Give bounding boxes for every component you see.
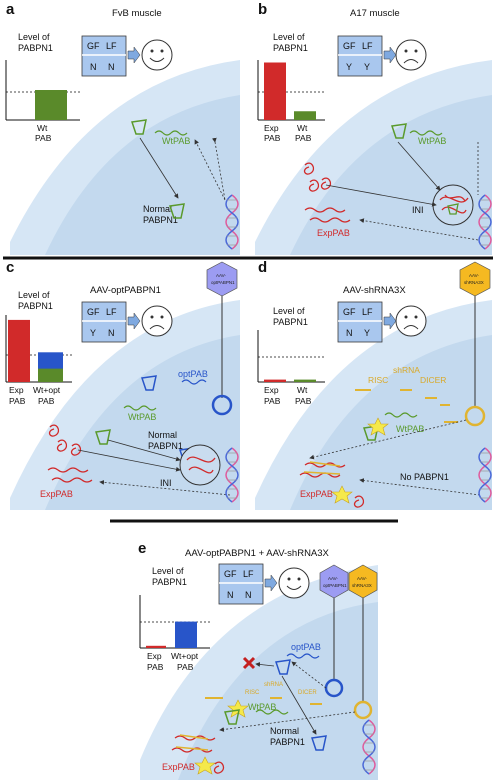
panel-d-level-label-2: PABPN1 (273, 317, 308, 327)
panel-a-level-label-2: PABPN1 (18, 43, 53, 53)
panel-b-box-gf: GF (343, 41, 356, 51)
panel-c-letter: c (6, 259, 15, 276)
panel-d-bar-label-exp-1: Exp (264, 385, 279, 395)
panel-d-shrna-label: shRNA (393, 365, 420, 375)
panel-d-title: AAV-shRNA3X (343, 285, 406, 296)
panel-d-bar-exp (264, 380, 286, 382)
panel-c-hex-label-2: optPABPN1 (211, 280, 235, 285)
panel-a-box-lf: LF (106, 41, 117, 51)
panel-e-exppab-label: ExpPAB (162, 762, 195, 772)
panel-e-title: AAV-optPABPN1 + AAV-shRNA3X (185, 548, 329, 559)
panel-a-normal-label-1: Normal (143, 204, 173, 214)
panel-e-status-box (219, 564, 263, 604)
panel-d-risc-label: RISC (368, 375, 389, 385)
panel-c-status-box (82, 302, 126, 342)
panel-d-aav-hexagon (460, 262, 490, 296)
panel-e-normal-label-2: PABPN1 (270, 737, 305, 747)
panel-b-bar-chart (258, 60, 325, 143)
panel-b-box-v1: Y (346, 62, 353, 72)
panel-a-status-box (82, 36, 126, 76)
panel-b-box-lf: LF (362, 41, 373, 51)
panel-e-bar-exp (146, 646, 166, 648)
panel-d-box-v1: N (346, 328, 353, 338)
panel-c-box-gf: GF (87, 307, 100, 317)
panel-a-box-v1: N (90, 62, 97, 72)
panel-e-shrna-label: shRNA (264, 682, 284, 688)
panel-d-bar-label-exp-2: PAB (264, 396, 281, 406)
panel-e-arrow-icon (265, 575, 277, 591)
panel-a-box-gf: GF (87, 41, 100, 51)
panel-a-title: FvB muscle (112, 8, 162, 19)
panel-d-arrow-icon (384, 313, 396, 329)
panel-d-bar-label-wt-1: Wt (297, 385, 308, 395)
panel-c-bar-wt-portion (38, 369, 63, 382)
panel-e-bar-wtopt (175, 622, 197, 648)
panel-b-arrow-icon (384, 47, 396, 63)
panel-c-hex-label-1: AAV- (216, 273, 226, 278)
panel-e-level-label-2: PABPN1 (152, 577, 187, 587)
panel-c-normal-label-2: PABPN1 (148, 441, 183, 451)
panel-e-hex2-label-2: shRNA3X (352, 583, 372, 588)
panel-c-box-v2: N (108, 328, 115, 338)
panel-c-bar-label-exp-1: Exp (9, 385, 24, 395)
panel-e-dicer-label: DICER (298, 690, 317, 696)
panel-e-box-lf: LF (243, 569, 254, 579)
panel-a (6, 1, 240, 255)
panel-e-bar-label-wtopt-1: Wt+opt (171, 651, 199, 661)
panel-c-exppab-label: ExpPAB (40, 489, 73, 499)
panel-e-wtpab-label: WtPAB (248, 702, 277, 712)
panel-b-status-box (338, 36, 382, 76)
panel-b-bar-label-wt-2: PAB (295, 133, 312, 143)
panel-e-normal-label-1: Normal (270, 726, 300, 736)
panel-b (255, 1, 492, 255)
panel-d-box-lf: LF (362, 307, 373, 317)
panel-e-level-label-1: Level of (152, 566, 184, 576)
panel-c-ini-icon (180, 445, 220, 485)
panel-c-sad-face-icon (142, 306, 172, 336)
panel-b-level-label-1: Level of (273, 32, 305, 42)
panel-c-arrow-icon (128, 313, 140, 329)
panel-e (138, 540, 378, 780)
panel-c-bar-label-exp-2: PAB (9, 396, 26, 406)
panel-b-level-label-2: PABPN1 (273, 43, 308, 53)
panel-d-wtpab-label: WtPAB (396, 424, 425, 434)
panel-c-box-v1: Y (90, 328, 97, 338)
panel-c-ini-label: INI (160, 478, 172, 488)
panel-a-bar-chart (6, 60, 80, 143)
panel-b-wtpab-label: WtPAB (418, 136, 447, 146)
panel-e-letter: e (138, 540, 147, 557)
panel-a-box-v2: N (108, 62, 115, 72)
panel-b-letter: b (258, 1, 268, 18)
panel-e-bar-label-wtopt-2: PAB (177, 662, 194, 672)
panel-e-happy-face-icon (279, 568, 309, 598)
panel-c-bar-label-wtopt-2: PAB (38, 396, 55, 406)
panel-d-box-gf: GF (343, 307, 356, 317)
panel-b-exppab-label: ExpPAB (317, 228, 350, 238)
panel-a-bar-wt (35, 90, 67, 120)
panel-a-arrow-icon (128, 47, 140, 63)
panel-e-bar-chart (140, 595, 210, 672)
panel-c-title: AAV-optPABPN1 (90, 285, 161, 296)
panel-d-bar-wt (294, 380, 316, 382)
panel-a-letter: a (6, 1, 15, 18)
panel-d-box-v2: Y (364, 328, 371, 338)
panel-d (255, 259, 492, 510)
panel-e-bar-label-exp-1: Exp (147, 651, 162, 661)
panel-a-bar-label-wt-2: PAB (35, 133, 52, 143)
panel-e-hex1-label-2: optPABPN1 (323, 583, 347, 588)
panel-d-hex-label-2: shRNA3X (464, 280, 484, 285)
panel-c (6, 259, 240, 510)
panel-d-hex-label-1: AAV- (469, 273, 479, 278)
panel-e-bar-label-exp-2: PAB (147, 662, 164, 672)
panel-d-no-pabpn1-label: No PABPN1 (400, 472, 449, 482)
panel-b-bar-label-wt-1: Wt (297, 123, 308, 133)
panel-e-box-v2: N (245, 590, 252, 600)
panel-e-hex2-label-1: AAV- (357, 576, 367, 581)
panel-e-risc-label: RISC (245, 690, 260, 696)
panel-d-level-label-1: Level of (273, 306, 305, 316)
panel-b-bar-label-exp-2: PAB (264, 133, 281, 143)
panel-c-level-label-2: PABPN1 (18, 301, 53, 311)
panel-e-hex1-label-1: AAV- (328, 576, 338, 581)
panel-b-bar-exp (264, 63, 286, 121)
panel-b-bar-wt (294, 111, 316, 120)
panel-e-optpab-label: optPAB (291, 642, 321, 652)
panel-c-aav-hexagon (207, 262, 237, 296)
panel-e-box-gf: GF (224, 569, 237, 579)
panel-c-optpab-label: optPAB (178, 369, 208, 379)
panel-d-dicer-label: DICER (420, 375, 447, 385)
panel-a-normal-label-2: PABPN1 (143, 215, 178, 225)
panel-b-title: A17 muscle (350, 8, 400, 19)
panel-d-status-box (338, 302, 382, 342)
panel-c-normal-label-1: Normal (148, 430, 178, 440)
panel-c-level-label-1: Level of (18, 290, 50, 300)
panel-a-happy-face-icon (142, 40, 172, 70)
panel-a-wtpab-label: WtPAB (162, 136, 191, 146)
panel-d-letter: d (258, 259, 268, 276)
panel-c-bar-label-wtopt-1: Wt+opt (33, 385, 61, 395)
panel-b-sad-face-icon (396, 40, 426, 70)
panel-c-box-lf: LF (106, 307, 117, 317)
panel-b-bar-label-exp-1: Exp (264, 123, 279, 133)
panel-c-bar-chart (6, 315, 72, 406)
panel-d-exppab-label: ExpPAB (300, 489, 333, 499)
panel-c-bar-exp (8, 320, 30, 382)
panel-b-ini-label: INI (412, 205, 424, 215)
panel-d-sad-face-icon (396, 306, 426, 336)
panel-a-level-label-1: Level of (18, 32, 50, 42)
panel-d-bar-chart (258, 330, 325, 406)
panel-c-wtpab-label: WtPAB (128, 412, 157, 422)
panel-a-bar-label-wt-1: Wt (37, 123, 48, 133)
panel-e-box-v1: N (227, 590, 234, 600)
panel-b-box-v2: Y (364, 62, 371, 72)
panel-d-bar-label-wt-2: PAB (295, 396, 312, 406)
panel-b-ini-icon (433, 185, 473, 225)
